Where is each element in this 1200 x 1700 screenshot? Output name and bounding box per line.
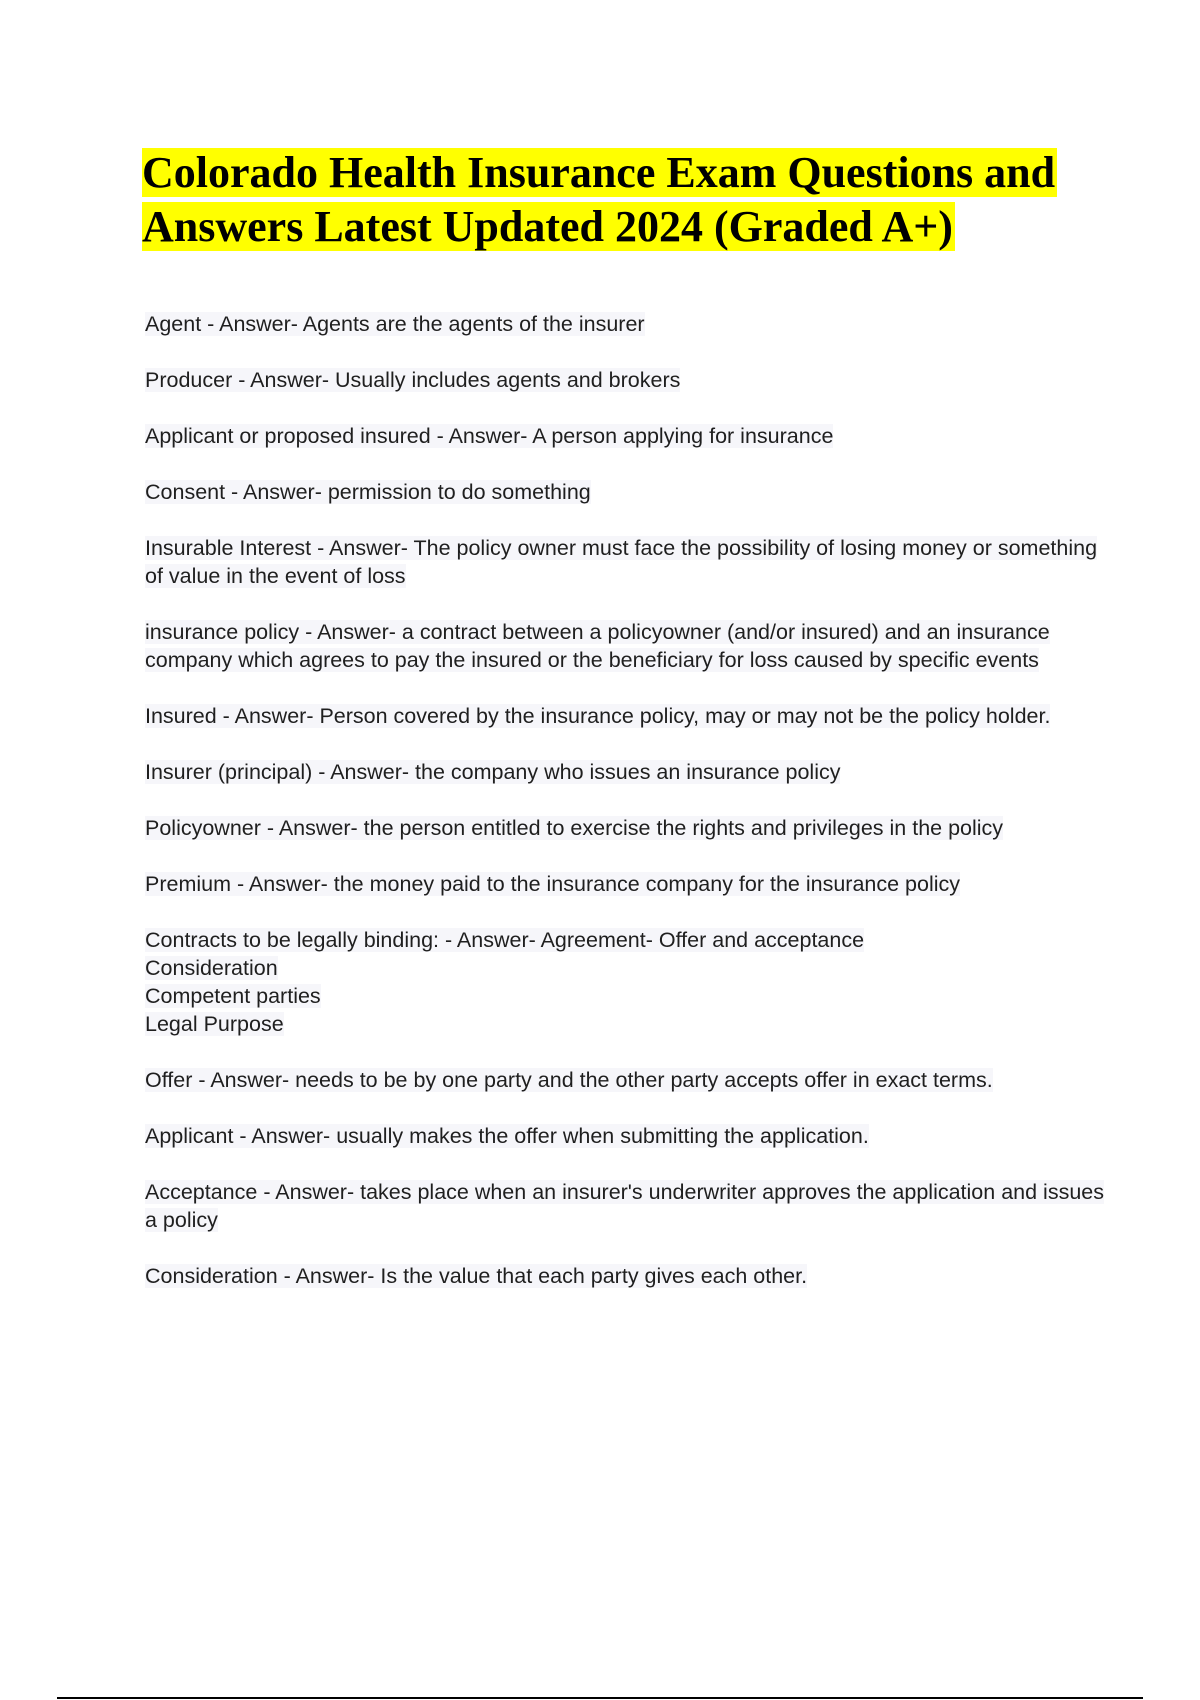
qa-item-offer bbox=[145, 1066, 1105, 1094]
qa-item-acceptance bbox=[145, 1178, 1105, 1234]
qa-text: insurance policy - Answer- a contract between a policyowner (and/or insured) and an insurance company which agrees to pay the insured or the beneficiary for loss caused by specific events bbox=[145, 620, 1050, 672]
qa-item-agent bbox=[145, 310, 1105, 338]
qa-text: Offer - Answer- needs to be by one party and the other party accepts offer in exact terms. bbox=[145, 1068, 993, 1092]
qa-text: Consideration - Answer- Is the value that each party gives each other. bbox=[145, 1264, 808, 1288]
qa-text: Insurer (principal) - Answer- the company who issues an insurance policy bbox=[145, 760, 841, 784]
qa-item-insurer bbox=[145, 758, 1105, 786]
qa-list bbox=[145, 310, 1105, 1318]
qa-text: Insurable Interest - Answer- The policy owner must face the possibility of losing money or something of value in the event of loss bbox=[145, 536, 1098, 588]
qa-text: Acceptance - Answer- takes place when an insurer's underwriter approves the application and issues a policy bbox=[145, 1180, 1104, 1232]
document-title bbox=[142, 146, 1162, 254]
document-title-text: Colorado Health Insurance Exam Questions and Answers Latest Updated 2024 (Graded A+) bbox=[142, 148, 1056, 251]
qa-item-insurance-policy bbox=[145, 618, 1105, 674]
qa-text: Contracts to be legally binding: - Answer- Agreement- Offer and acceptance Consideration Competent parties Legal Purpose bbox=[145, 928, 865, 1036]
qa-item-policyowner bbox=[145, 814, 1105, 842]
qa-item-consent bbox=[145, 478, 1105, 506]
qa-text: Applicant - Answer- usually makes the offer when submitting the application. bbox=[145, 1124, 869, 1148]
footer-divider bbox=[57, 1697, 1143, 1699]
qa-item-premium bbox=[145, 870, 1105, 898]
qa-text: Premium - Answer- the money paid to the insurance company for the insurance policy bbox=[145, 872, 961, 896]
qa-text: Policyowner - Answer- the person entitled to exercise the rights and privileges in the policy bbox=[145, 816, 1004, 840]
qa-item-producer bbox=[145, 366, 1105, 394]
qa-text: Applicant or proposed insured - Answer- A person applying for insurance bbox=[145, 424, 834, 448]
qa-text: Producer - Answer- Usually includes agents and brokers bbox=[145, 368, 681, 392]
qa-text: Insured - Answer- Person covered by the insurance policy, may or may not be the policy holder. bbox=[145, 704, 1051, 728]
qa-item-consideration bbox=[145, 1262, 1105, 1290]
qa-item-insured bbox=[145, 702, 1105, 730]
qa-item-applicant bbox=[145, 1122, 1105, 1150]
qa-text: Agent - Answer- Agents are the agents of the insurer bbox=[145, 312, 645, 336]
qa-text: Consent - Answer- permission to do something bbox=[145, 480, 591, 504]
qa-item-contracts-legally-binding bbox=[145, 926, 1105, 1038]
qa-item-insurable-interest bbox=[145, 534, 1105, 590]
qa-item-applicant-or-proposed-insured bbox=[145, 422, 1105, 450]
